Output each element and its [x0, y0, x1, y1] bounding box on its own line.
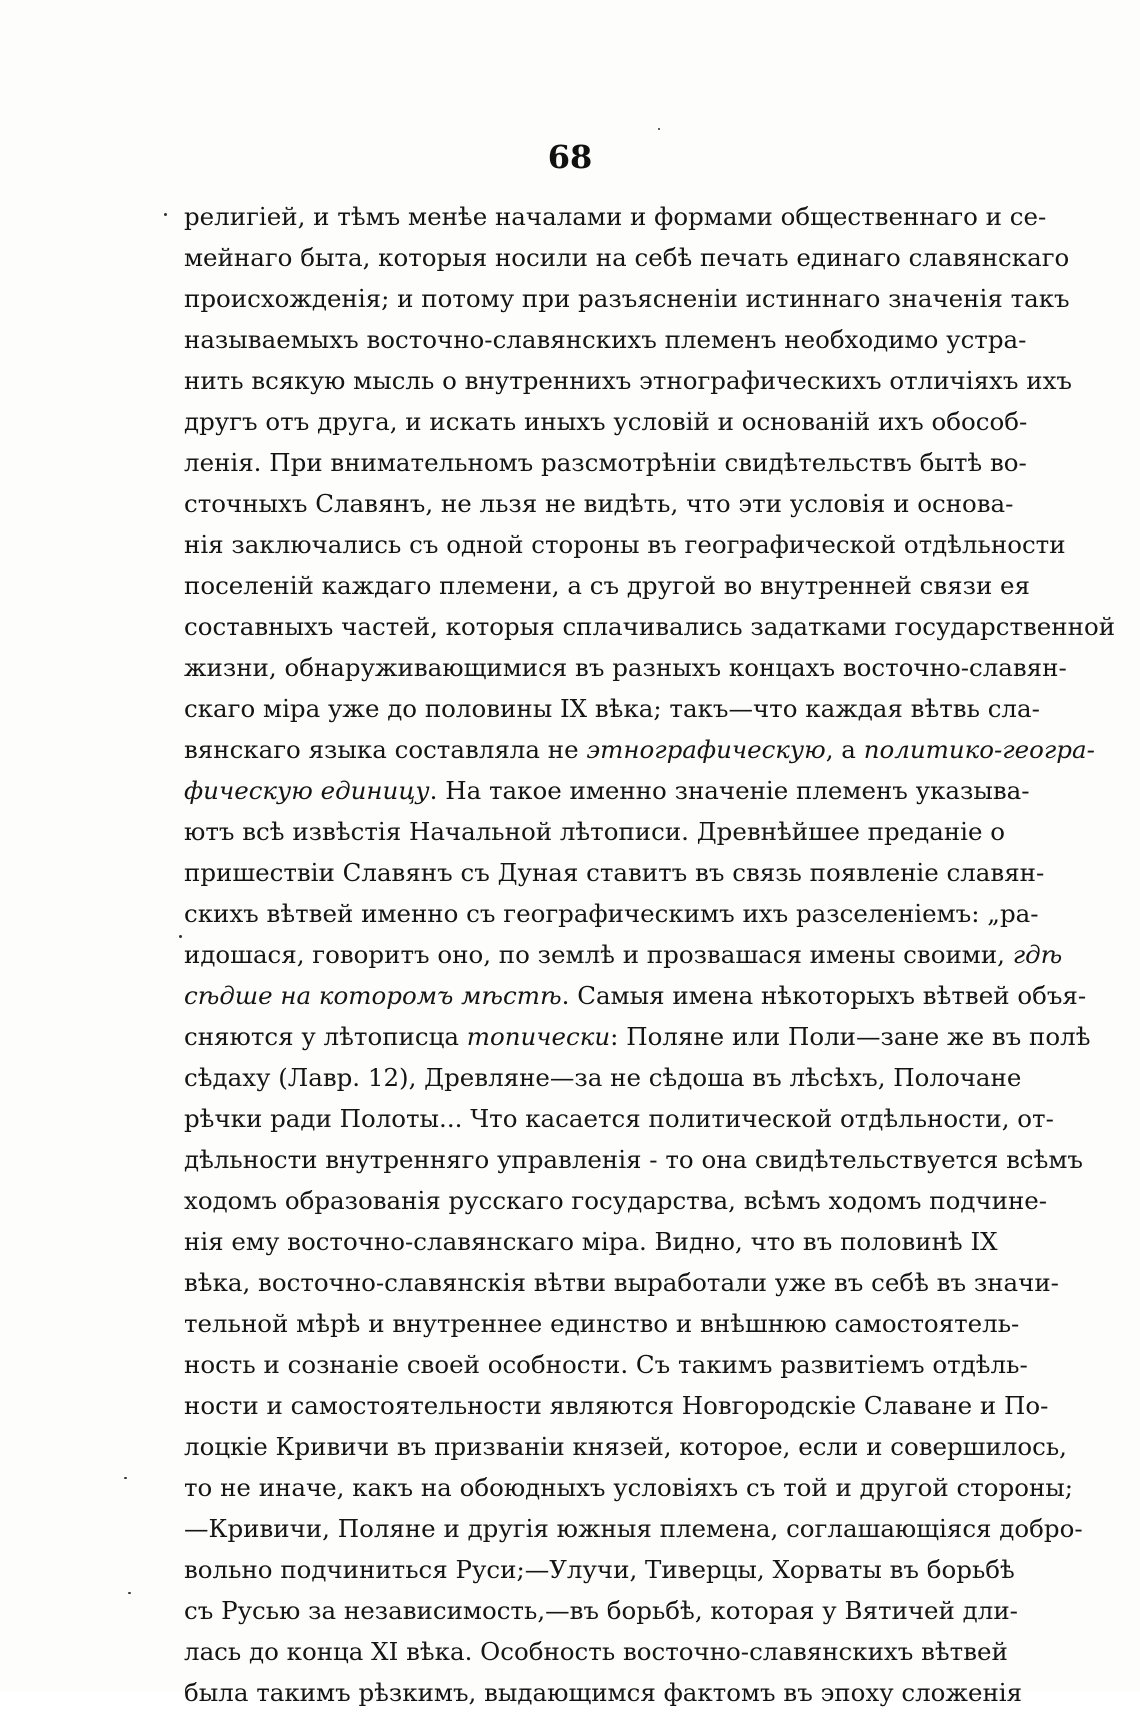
text-line — [184, 1303, 1020, 1344]
text-line — [184, 442, 1027, 483]
text-run: лась до конца XI вѣка. Особность восточно-славянскихъ вѣтвей — [184, 1637, 1008, 1666]
text-run: ности и самостоятельности являются Новгородскiе Славане и По- — [184, 1391, 1049, 1420]
text-run: была такимъ рѣзкимъ, выдающимся фактомъ въ эпоху сложенiя — [184, 1678, 1023, 1707]
text-run: скаго мiра уже до половины IX вѣка; такъ—что каждая вѣтвь сла- — [184, 694, 1040, 723]
text-run: составныхъ частей, которыя сплачивались задатками государственной — [184, 612, 1116, 641]
text-run: : Поляне или Поли—зане же въ полѣ — [610, 1022, 1091, 1051]
text-line — [184, 524, 1066, 565]
text-line — [184, 1221, 998, 1262]
text-line — [184, 565, 1031, 606]
text-line — [184, 1098, 1054, 1139]
text-line — [184, 811, 1006, 852]
text-run: сѣдаху (Лавр. 12), Древляне—за не сѣдоша въ лѣсѣхъ, Полочане — [184, 1063, 1022, 1092]
scan-speck — [179, 935, 182, 938]
page-number: 68 — [547, 138, 593, 176]
text-line — [184, 1180, 1048, 1221]
text-run: . Самыя имена нѣкоторыхъ вѣтвей объя- — [561, 981, 1087, 1010]
text-line — [184, 1016, 1091, 1057]
scan-speck — [128, 1592, 131, 1594]
scan-speck — [658, 128, 660, 130]
text-line — [184, 237, 1070, 278]
text-run: то не иначе, какъ на обоюдныхъ условiяхъ съ той и другой стороны; — [184, 1473, 1074, 1502]
text-run: пришествiи Славянъ съ Дуная ставитъ въ связь появленiе славян- — [184, 858, 1045, 887]
text-run: тельной мѣрѣ и внутреннее единство и внѣшнюю самостоятель- — [184, 1309, 1020, 1338]
text-run: идошася, говоритъ оно, по землѣ и прозвашася имены своими, — [184, 940, 1013, 969]
text-line — [184, 1385, 1049, 1426]
text-line — [184, 1631, 1008, 1672]
text-line — [184, 1549, 1015, 1590]
text-run: сточныхъ Славянъ, не льзя не видѣть, что эти условiя и основа- — [184, 489, 1014, 518]
italic-text: политико-геогра- — [863, 735, 1095, 764]
text-run: ютъ всѣ извѣстiя Начальной лѣтописи. Древнѣйшее преданiе о — [184, 817, 1006, 846]
text-run: съ Русью за независимость,—въ борьбѣ, которая у Вятичей дли- — [184, 1596, 1018, 1625]
text-line — [184, 975, 1087, 1016]
text-line — [184, 1139, 1084, 1180]
text-run: ходомъ образованiя русскаго государства, всѣмъ ходомъ подчине- — [184, 1186, 1048, 1215]
text-line — [184, 688, 1040, 729]
text-run: жизни, обнаруживающимися въ разныхъ концахъ восточно-славян- — [184, 653, 1067, 682]
text-run: вѣка, восточно-славянскiя вѣтви выработали уже въ себѣ въ значи- — [184, 1268, 1059, 1297]
text-line — [184, 1344, 1028, 1385]
text-run: сняются у лѣтописца — [184, 1022, 467, 1051]
text-run: . На такое именно значенiе племенъ указыва- — [429, 776, 1030, 805]
text-run: —Кривичи, Поляне и другiя южныя племена, соглашающiяся добро- — [184, 1514, 1083, 1543]
text-line — [184, 1426, 1067, 1467]
text-run: происхожденiя; и потому при разъясненiи истиннаго значенiя такъ — [184, 284, 1070, 313]
scan-speck — [164, 213, 167, 216]
italic-text: топически — [466, 1022, 611, 1051]
text-run: вянскаго языка составляла не — [184, 735, 587, 764]
italic-text: сѣдше на которомъ мѣстѣ — [184, 981, 562, 1010]
text-run: религiей, и тѣмъ менѣе началами и формами общественнаго и се- — [184, 202, 1047, 231]
text-line — [184, 1467, 1074, 1508]
text-run: мейнаго быта, которыя носили на себѣ печать единаго славянскаго — [184, 243, 1070, 272]
text-line — [184, 770, 1030, 811]
italic-text: этнографическую — [586, 735, 826, 764]
text-run: ность и сознанiе своей особности. Съ такимъ развитiемъ отдѣль- — [184, 1350, 1028, 1379]
italic-text: фическую единицу — [184, 776, 430, 805]
italic-text: гдѣ — [1012, 940, 1063, 969]
text-run: другъ отъ друга, и искать иныхъ условiй и основанiй ихъ обособ- — [184, 407, 1028, 436]
body-text — [184, 196, 1116, 1713]
text-line — [184, 196, 1047, 237]
text-line — [184, 1262, 1059, 1303]
text-run: нить всякую мысль о внутреннихъ этнографическихъ отличiяхъ ихъ — [184, 366, 1072, 395]
text-run: поселенiй каждаго племени, а съ другой во внутренней связи ея — [184, 571, 1031, 600]
text-line — [184, 934, 1063, 975]
text-line — [184, 647, 1067, 688]
text-run: нiя ему восточно-славянскаго мiра. Видно, что въ половинѣ IX — [184, 1227, 998, 1256]
text-run: ленiя. При внимательномъ разсмотрѣнiи свидѣтельствъ бытѣ во- — [184, 448, 1027, 477]
text-line — [184, 483, 1014, 524]
text-run: скихъ вѣтвей именно съ географическимъ ихъ разселенiемъ: „ра- — [184, 899, 1039, 928]
scan-speck — [124, 1477, 127, 1479]
text-line — [184, 1672, 1023, 1713]
text-run: нiя заключались съ одной стороны въ географической отдѣльности — [184, 530, 1066, 559]
text-line — [184, 852, 1045, 893]
text-line — [184, 360, 1072, 401]
text-run: рѣчки ради Полоты... Что касается политической отдѣльности, от- — [184, 1104, 1054, 1133]
text-run: называемыхъ восточно-славянскихъ племенъ необходимо устра- — [184, 325, 1027, 354]
text-line — [184, 401, 1028, 442]
text-run: вольно подчиниться Руси;—Улучи, Тиверцы, Хорваты въ борьбѣ — [184, 1555, 1015, 1584]
text-line — [184, 1508, 1083, 1549]
text-run: дѣльности внутренняго управленiя - то она свидѣтельствуется всѣмъ — [184, 1145, 1084, 1174]
text-line — [184, 319, 1027, 360]
text-line — [184, 606, 1116, 647]
text-line — [184, 1590, 1018, 1631]
text-line — [184, 278, 1070, 319]
text-line — [184, 729, 1095, 770]
text-line — [184, 1057, 1022, 1098]
text-run: лоцкiе Кривичи въ призванiи князей, которое, если и совершилось, — [184, 1432, 1067, 1461]
text-run: , а — [825, 735, 864, 764]
text-line — [184, 893, 1039, 934]
